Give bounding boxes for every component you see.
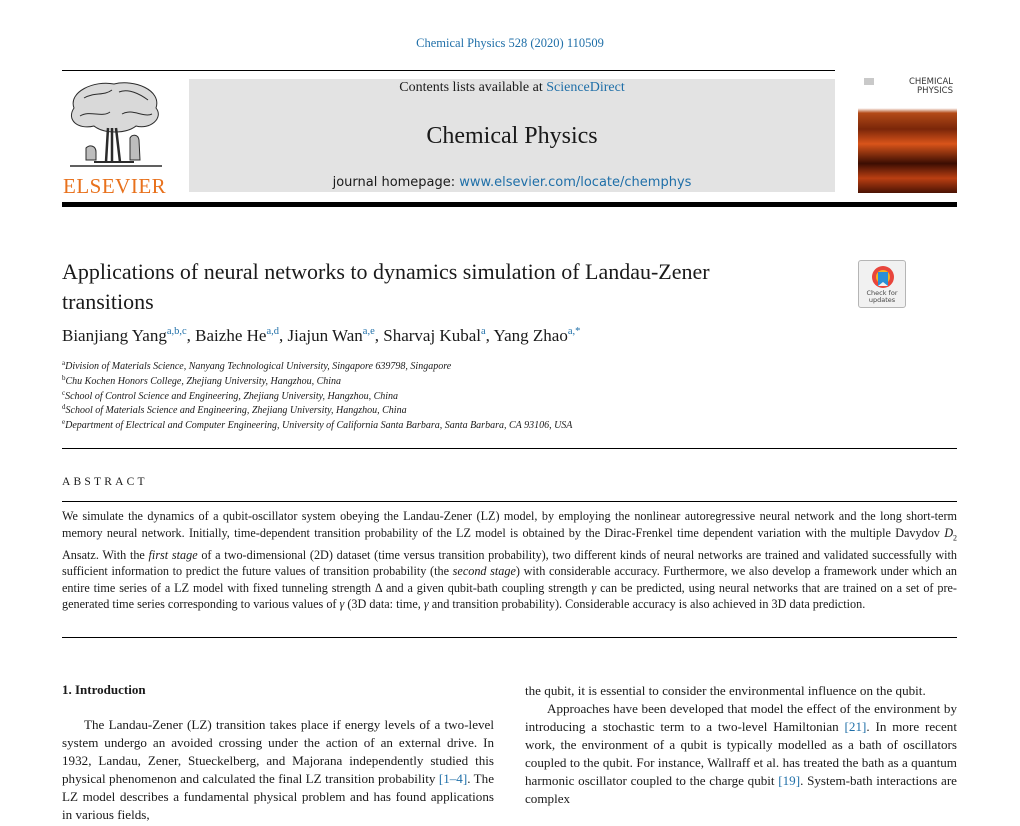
article-title bbox=[62, 257, 842, 317]
paragraph-text-run: The Landau-Zener (LZ) transition takes place if energy levels of a two-level system undergo an avoided crossing under the action of an external drive. In 1932, Landau, Zener, Stueckelberg, and Majorana independently studied this physical phenomenon and calculated the final LZ transition probability bbox=[62, 717, 494, 786]
crossmark-icon bbox=[871, 265, 895, 291]
abstract-body bbox=[62, 508, 957, 613]
affiliation-item bbox=[62, 390, 952, 405]
author-affiliation-marks[interactable]: a,e bbox=[362, 326, 375, 337]
davydov-symbol: D bbox=[944, 525, 953, 540]
affiliation-text: Department of Electrical and Computer Engineering, University of California Santa Barbara, Santa Barbara, CA 93106, USA bbox=[65, 420, 573, 432]
abstract-text-run: We simulate the dynamics of a qubit-oscillator system obeying the Landau-Zener (LZ) model, by employing the nonlinear autoregressive neural network and the long short-term memory neural network. Initially, time-dependent transition probability of the LZ model is obtained by the Dirac-Frenkel time dependent variation with the multiple Davydov bbox=[62, 509, 957, 540]
intro-paragraph-left bbox=[62, 716, 494, 824]
affiliation-item bbox=[62, 419, 952, 434]
elsevier-tree-icon bbox=[64, 78, 168, 170]
affiliation-list bbox=[62, 360, 952, 434]
elsevier-wordmark: ELSEVIER bbox=[63, 174, 167, 198]
affiliation-text: School of Materials Science and Engineering, Zhejiang University, Hangzhou, China bbox=[65, 405, 407, 417]
author-affiliation-marks[interactable]: a bbox=[480, 326, 486, 337]
check-label-line2: updates bbox=[868, 296, 896, 304]
cover-title bbox=[909, 78, 953, 96]
affiliation-item bbox=[62, 360, 952, 375]
cover-logo-mark bbox=[864, 78, 874, 85]
affiliation-text: School of Control Science and Engineering, Zhejiang University, Hangzhou, China bbox=[65, 390, 399, 402]
header-bottom-rule bbox=[62, 202, 957, 207]
affiliation-text: Chu Kochen Honors College, Zhejiang University, Hangzhou, China bbox=[65, 375, 342, 387]
header-top-rule bbox=[62, 70, 835, 71]
abstract-text-run: ) with considerable accuracy. Furthermore, we also develop a framework under which an entire time series of a LZ model with fixed tunneling strength Δ and a given qubit-bath coupling strength bbox=[62, 564, 957, 595]
paragraph-text-run: . The LZ model describes a fundamental physical problem and has found applications in various fields, bbox=[62, 771, 495, 822]
abstract-heading-rule bbox=[62, 501, 957, 502]
journal-cover-thumbnail[interactable] bbox=[858, 70, 957, 193]
contents-line bbox=[189, 80, 835, 96]
check-label-line1: Check for bbox=[866, 289, 898, 297]
abstract-heading: ABSTRACT bbox=[62, 476, 148, 488]
paragraph-text-run: . In more recent work, the environment of a qubit is typically modelled as a bath of oscillators coupled to the qubit. For instance, Wallraff et al. has treated the bath as a quantum harmonic oscillator coupled to the charge qubit bbox=[525, 719, 957, 788]
affiliation-item bbox=[62, 404, 952, 419]
affiliation-mark: d bbox=[62, 403, 66, 412]
intro-paragraph bbox=[525, 700, 957, 808]
abstract-bottom-rule bbox=[62, 637, 957, 638]
author-affiliation-marks[interactable]: a,d bbox=[266, 326, 279, 337]
contents-prefix: Contents lists available at bbox=[399, 80, 547, 95]
elsevier-logo[interactable] bbox=[62, 78, 168, 198]
homepage-line bbox=[189, 175, 835, 190]
affiliation-mark: b bbox=[62, 373, 66, 382]
journal-citation[interactable]: Chemical Physics 528 (2020) 110509 bbox=[416, 36, 604, 50]
sciencedirect-link[interactable]: ScienceDirect bbox=[546, 80, 625, 95]
paragraph-text-run: Approaches have been developed that model the effect of the environment by introducing a stochastic term to a two-level Hamiltonian bbox=[525, 701, 957, 734]
homepage-prefix: journal homepage: bbox=[332, 175, 460, 190]
abstract-text-run: and transition probability). Considerable accuracy is also achieved in 3D data prediction. bbox=[428, 597, 866, 612]
cover-title-line1: CHEMICAL bbox=[908, 77, 953, 87]
reference-link[interactable]: [21] bbox=[844, 719, 867, 734]
check-for-updates-button[interactable] bbox=[858, 260, 906, 308]
second-stage-term: second stage bbox=[452, 564, 516, 579]
gamma-symbol: γ bbox=[423, 597, 429, 612]
journal-banner bbox=[189, 79, 835, 192]
abstract-text-run: Ansatz. With the bbox=[62, 547, 149, 562]
affiliation-item bbox=[62, 375, 952, 390]
abstract-top-rule bbox=[62, 448, 957, 449]
abstract-text-run: can be predicted, using neural networks that are trained on a set of pre-generated time series corresponding to various values of bbox=[62, 580, 957, 612]
title-line1: Applications of neural networks to dynamics simulation of Landau-Zener bbox=[62, 259, 710, 284]
author-affiliation-marks[interactable]: a,* bbox=[567, 326, 581, 337]
gamma-symbol: γ bbox=[591, 580, 597, 595]
affiliation-mark: c bbox=[62, 388, 66, 397]
affiliation-mark: a bbox=[62, 359, 66, 367]
author-name[interactable]: Jiajun Wan bbox=[287, 326, 363, 345]
first-stage-term: first stage bbox=[148, 547, 198, 562]
affiliation-mark: e bbox=[62, 418, 66, 427]
check-for-updates-label bbox=[859, 290, 905, 304]
author-name[interactable]: Baizhe He bbox=[195, 326, 267, 345]
davydov-subscript: 2 bbox=[953, 533, 957, 543]
reference-link[interactable]: [1–4] bbox=[438, 771, 468, 786]
abstract-text-run: of a two-dimensional (2D) dataset (time versus transition probability), two different kinds of neural networks are trained and validated successfully with sufficient information to predict the future values of transition probability (the bbox=[62, 547, 958, 579]
paragraph-text-run: . System-bath interactions are complex bbox=[525, 773, 957, 806]
affiliation-text: Division of Materials Science, Nanyang Technological University, Singapore 639798, Singapore bbox=[65, 361, 452, 372]
author-name[interactable]: Yang Zhao bbox=[493, 326, 568, 345]
author-name[interactable]: Sharvaj Kubal bbox=[383, 326, 481, 345]
reference-link[interactable]: [19] bbox=[778, 773, 801, 788]
intro-paragraph-continued: the qubit, it is essential to consider the environmental influence on the qubit. bbox=[525, 683, 926, 698]
section-heading-introduction: 1. Introduction bbox=[62, 682, 146, 697]
journal-name: Chemical Physics bbox=[426, 123, 598, 149]
author-affiliation-marks[interactable]: a,b,c bbox=[166, 326, 187, 337]
abstract-text-run: (3D data: time, bbox=[344, 597, 424, 612]
gamma-symbol: γ bbox=[339, 597, 345, 612]
intro-column-right bbox=[525, 682, 957, 808]
author-list: Bianjiang Yang$^{a,b,c}$, Baizhe He$^{a,d}$, Jiajun Wan$^{a,e}$, Sharvaj Kubal$^a$, Yang Zhao$^{a,*}$ bbox=[62, 326, 581, 345]
journal-homepage-link[interactable]: www.elsevier.com/locate/chemphys bbox=[459, 175, 692, 190]
author-name[interactable]: Bianjiang Yang bbox=[62, 326, 167, 345]
cover-title-line2: PHYSICS bbox=[917, 86, 953, 96]
title-line2: transitions bbox=[62, 289, 154, 314]
